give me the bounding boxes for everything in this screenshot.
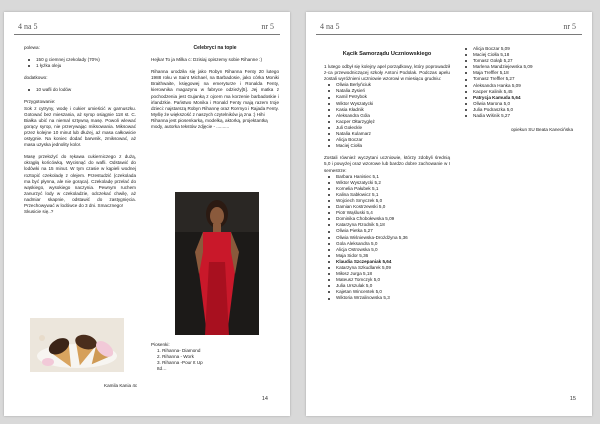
list-item: Maja Sidor 5,36 — [324, 253, 450, 259]
list-item: Katarzyna Szkudlarek 5,09 — [324, 265, 450, 271]
list-item: Alicja Boczar 5,09 — [461, 46, 581, 52]
list-item: Miłosz Jurga 5,18 — [324, 271, 450, 277]
right-page — [306, 12, 592, 416]
list-item: Katarzyna Rzodnik 5,18 — [324, 222, 450, 228]
su-column-2 — [461, 46, 581, 133]
su-intro: 1 lutego odbył się kolejny apel porządkowy, który poprowadził z-ca przewodniczącej szkoły Antoni Podolak. Podczas apelu zostali wyróżnieni uczniowie wzorowi w miesiącu grudniu: — [324, 64, 450, 82]
recipe-closing: Skusicie się..? — [24, 209, 54, 215]
list-item: Kornelia Pałubek 5,1 — [324, 186, 450, 192]
recipe-dodatkowo-label: dodatkowo: — [24, 75, 48, 81]
celebrity-column — [151, 45, 279, 130]
celebrity-title: Celebryci na topie — [193, 45, 237, 51]
celebrity-greeting: Hejka! To ja Milka c: Dzisiaj opiszemy sobie Rihanne :) — [151, 57, 262, 63]
list-item: Marlena Mandziejewska 5,09 — [461, 64, 581, 70]
december-list — [324, 82, 450, 149]
list-item: Wiktor Wyszatycki 5,2 — [324, 180, 450, 186]
header-number-right: nr 5 — [261, 22, 274, 31]
celebrity-wish: Myślę że większość z naszych czytelników ją zna :) Hihi — [151, 111, 265, 117]
list-item: Alicja Ostrowska 5,0 — [324, 247, 450, 253]
list-item: Oliwia Pietka 5,27 — [324, 228, 450, 234]
left-page-header — [14, 20, 280, 35]
list-item: Dominika Chobołewska 5,09 — [324, 216, 450, 222]
recipe-polewa-label: polewa: — [24, 45, 40, 50]
list-item: Tomasz Treffler 5,27 — [461, 76, 581, 82]
list-item: Maciej Ciołla 5,18 — [461, 52, 581, 58]
polewa-list — [24, 57, 136, 69]
su-column-1 — [324, 51, 450, 302]
list-item: Maciej Ciołla — [324, 143, 450, 149]
celebrity-profession: Rihanna jest piosenkarką, modelką, aktorką, projektantką mody, autorka tekstów zdjęcie - .......... — [151, 117, 268, 130]
list-item: Oliwia Berlyńciuk — [324, 82, 450, 88]
songs-label: Piosenki: — [151, 342, 170, 347]
list-item: Maja Treffler 5,18 — [461, 70, 581, 76]
list-item: Juli Gołeckle — [324, 125, 450, 131]
left-page-number: 14 — [261, 396, 268, 402]
recipe-masa-text: Masę przełożyć do rękawa cukierniczego z dużą, okrągłą końcówką. Wycisnąć do wafli. Odstawić do lodówki na 15 minut. W tym czasie w kąpieli wodnej roztopić czekoladę z olejem. Przestudzić (czekolada ma być płynna, ale nie gorąca). Czekoladę przelać do wąskiego, wysokiego naczynia. Pewnym ruchem zanurzyć lody w czekoladzie, odczekać chwilę, aż nadmiar skapnie, odstawić do zastygnięcia. Przechowywać w lodówce do 3 dni. Smacznego! — [24, 154, 136, 208]
list-item: Natalia Kulamarz — [324, 131, 450, 137]
celebrity-photo — [175, 192, 259, 335]
recipe-column — [24, 45, 136, 215]
list-item: Wojciech Smyczek 5,0 — [324, 198, 450, 204]
list-item: Natalia Zysień — [324, 88, 450, 94]
list-item: Kajetan Wincentek 5,0 — [324, 289, 450, 295]
list-item: Damian Kostrzewski 5,0 — [324, 204, 450, 210]
list-item: 10 wafli do lodów — [24, 87, 136, 93]
ice-cream-photo — [30, 318, 124, 372]
list-item: Gola Aleksandra 5,0 — [324, 241, 450, 247]
right-page-number: 15 — [569, 396, 576, 402]
list-item: Kalina Sabłowicz 5,1 — [324, 192, 450, 198]
header-issue-left: 4 na 5 — [18, 22, 38, 31]
list-item: Wiktoria Wrzalinowska 5,3 — [324, 295, 450, 301]
list-item: 3. Rihanna -Pour It Up — [157, 360, 203, 366]
list-item: Mateusz Tomczyk 5,0 — [324, 277, 450, 283]
ice-cream-illustration — [30, 318, 124, 372]
list-item: Kasia Kładnik — [324, 107, 450, 113]
list-item: Kacper Kalinik 5,45 — [461, 89, 581, 95]
recipe-author: Kamila Kania 4c — [104, 383, 138, 388]
dodatkowo-list — [24, 87, 136, 93]
list-item: Piotr Wąśluski 5,4 — [324, 210, 450, 216]
list-item: Barbara Hanisiec 5,1 — [324, 174, 450, 180]
list-item-highlighted: Klaudia Szczepaniak 5,64 — [324, 259, 450, 265]
right-page-header — [316, 20, 582, 35]
list-item: Kacper Ołtarzyglęż — [324, 119, 450, 125]
list-item: Oliwia Wiśniewska-Drożdżyna 5,36 — [324, 235, 450, 241]
semester-list-continued — [461, 46, 581, 119]
left-page — [4, 12, 290, 416]
songs-section — [151, 342, 279, 372]
list-item: 1. Rihanna- Diamond — [157, 348, 201, 354]
list-item: Wiktor Wyszatycki — [324, 101, 450, 107]
celebrity-body: Rihanna urodziła się jako Robyn Rihanna Fenty 20 lutego 1988 roku w Saint Michael, na Barbadosie, jako córka Moniki Braithwaite, księgowej na emeryturze i Ronalda Fenty, kierownika magazynu w fabryce odzieży[5]. Jej matka z pochodzenia jest Gujanką z ojcem ma korzenie barbadoskie i irlandzkie. Państwo Monika i Ronald Fenty mają razem troje dzieci: najstarszą Robyn Rihannę oraz Rorrnyo i Rajada Fenty. — [151, 69, 279, 111]
header-number-right: nr 5 — [563, 22, 576, 31]
list-item: Julia Urszulak 5,0 — [324, 283, 450, 289]
songs-more: Itd… — [157, 366, 167, 372]
red-dress-figure-illustration — [175, 192, 259, 335]
semester-intro: Zostali również wyczytani uczniowie, którzy zdobyli średnią 5,0 i powyżej oraz wzorowe lub bardzo dobre zachowanie w I semestrze: — [324, 155, 450, 173]
list-item: Julia Podraszka 5,0 — [461, 107, 581, 113]
list-item: Nadia Wiśnik 5,27 — [461, 113, 581, 119]
su-signature: opiekun SU Beata Kanecińska — [510, 127, 573, 133]
list-item: Tomasz Gołąb 5,27 — [461, 58, 581, 64]
list-item: Aleksandra Hanka 5,09 — [461, 83, 581, 89]
list-item-highlighted: Patrycja Kamuda 5,64 — [461, 95, 581, 101]
list-item: Oliwia Marona 5,0 — [461, 101, 581, 107]
section-title: Kącik Samorządu Uczniowskiego — [342, 51, 432, 57]
songs-list — [151, 348, 279, 366]
list-item: 150 g ciemnej czekolady (70%) — [24, 57, 136, 63]
list-item: 1 łyżka oleju — [24, 63, 136, 69]
recipe-preparation-label: Przygotowanie: — [24, 99, 56, 105]
header-issue-left: 4 na 5 — [320, 22, 340, 31]
list-item: Alicja Boczar — [324, 137, 450, 143]
recipe-preparation-text: Sok z cytryny, wodę i cukier umieścić w garnuszku. Gotować bez mieszania, aż syrop osiągnie 118 st. C. Białka ubić na niemal sztywną masę. Powoli wlewać gorący syrop, nie przerywając miksowania. Miksować przez kolejne 10 minut lub dłużej, aż masa całkowicie ostygnie. Na koniec dodać barwnik, zmiksować, aż masa uzyska jednolity kolor. — [24, 105, 136, 148]
list-item: Aleksandra Góla — [324, 113, 450, 119]
list-item: Kamil Petrybok — [324, 94, 450, 100]
semester-list — [324, 174, 450, 302]
list-item: 2. Rihanna - Work — [157, 354, 194, 360]
